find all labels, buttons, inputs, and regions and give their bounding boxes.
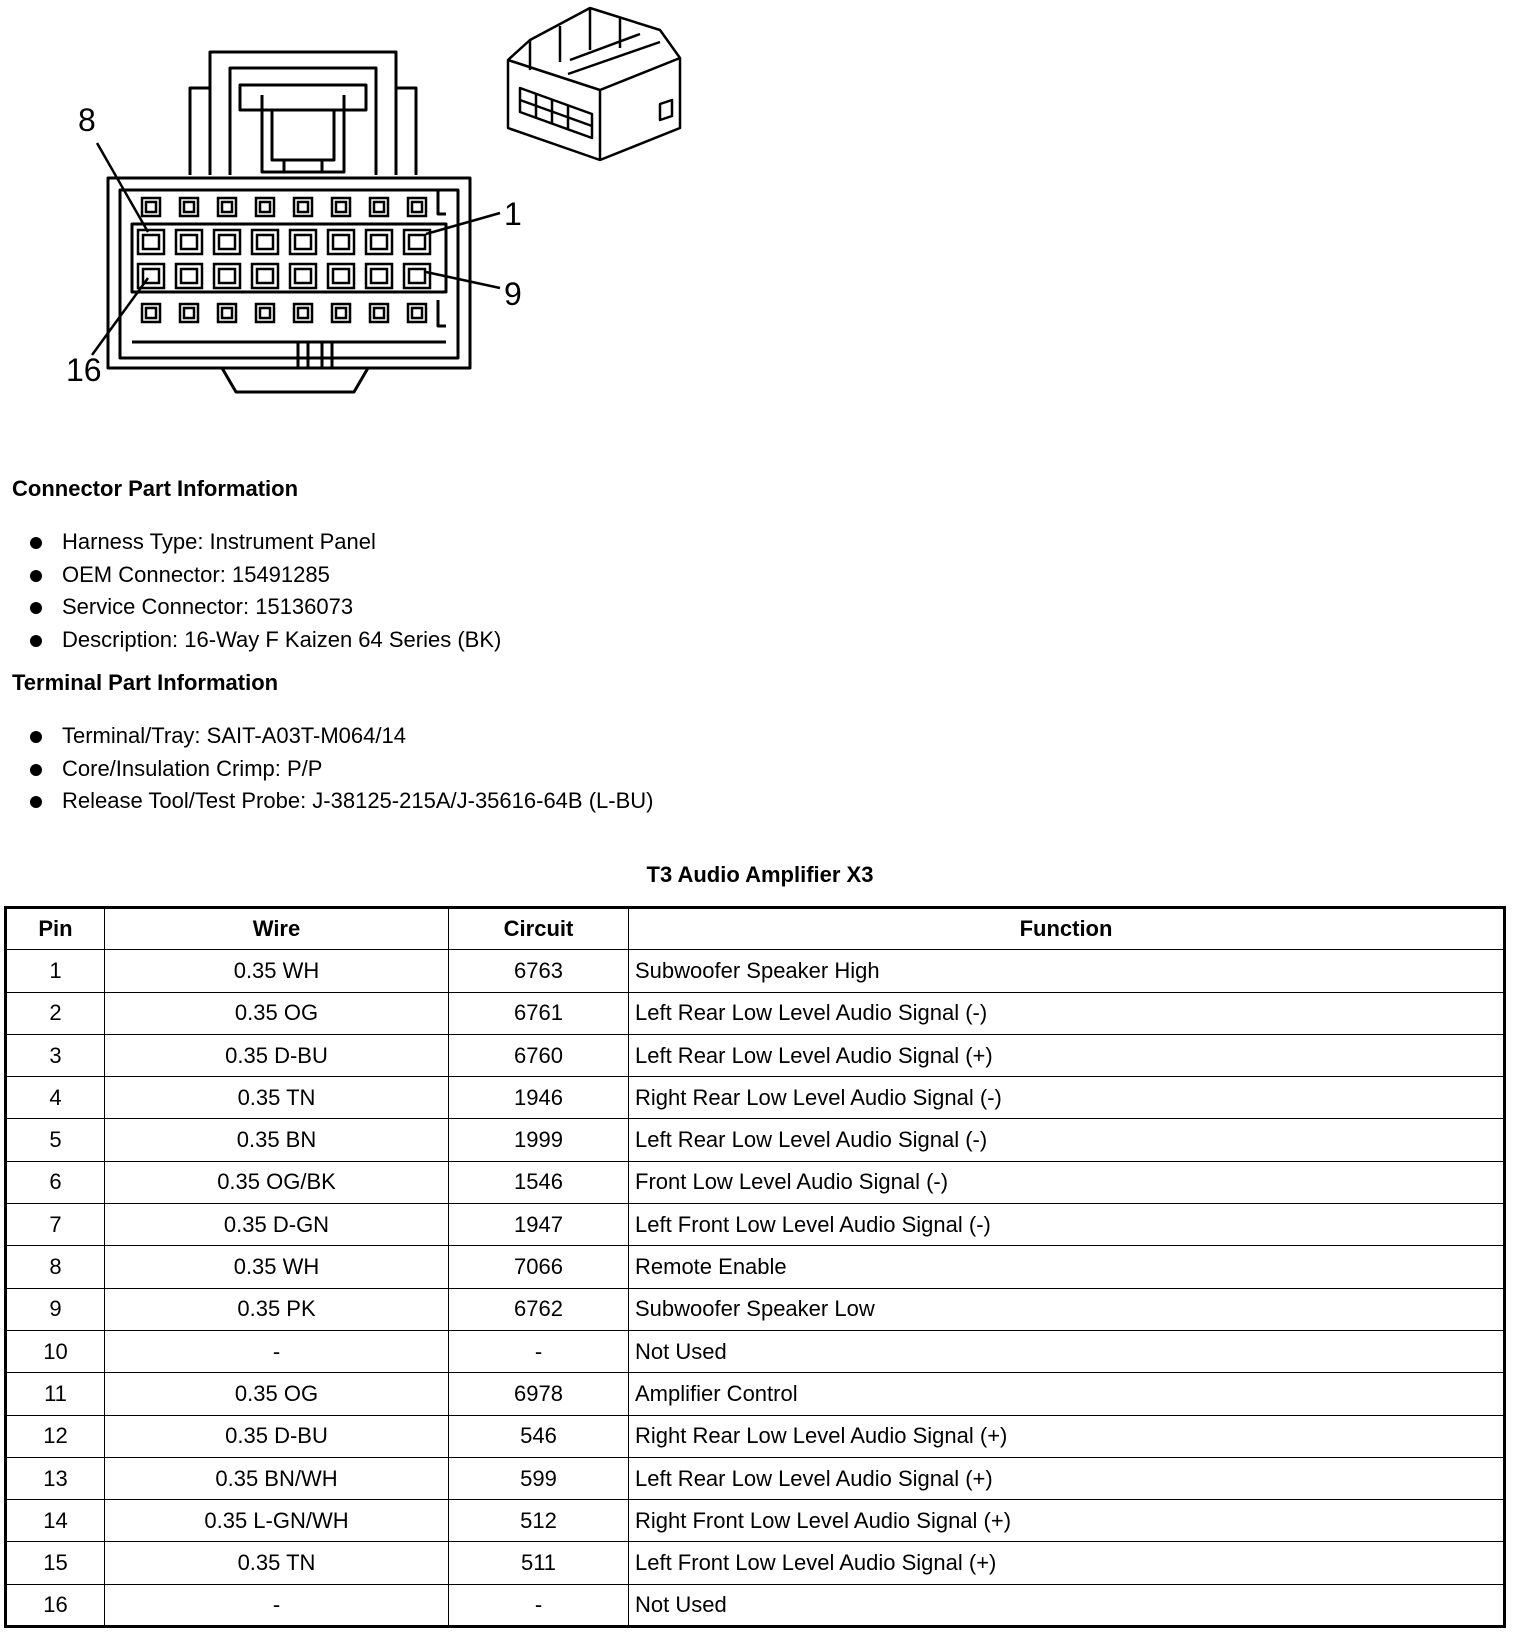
wire-cell: 0.35 L-GN/WH [105, 1500, 449, 1542]
pin-cavity-inner [219, 235, 235, 249]
pin-cavity-inner [143, 235, 159, 249]
small-cavity [256, 304, 274, 322]
small-cavity-inner [260, 202, 270, 212]
circuit-cell: 6760 [449, 1034, 629, 1076]
column-header-pin: Pin [6, 908, 105, 950]
small-cavity-inner [222, 202, 232, 212]
pin-cavity-inner [181, 235, 197, 249]
table-row [6, 1161, 1505, 1203]
pin-cell: 12 [6, 1415, 105, 1457]
pin-cell: 13 [6, 1457, 105, 1499]
function-cell: Subwoofer Speaker Low [629, 1288, 1505, 1330]
pin-cell: 4 [6, 1077, 105, 1119]
pin-8-label: 8 [78, 102, 96, 138]
table-row [6, 1119, 1505, 1161]
column-header-circuit: Circuit [449, 908, 629, 950]
table-row [6, 1330, 1505, 1372]
small-cavity [180, 304, 198, 322]
wire-cell: - [105, 1330, 449, 1372]
table-row [6, 1077, 1505, 1119]
wire-cell: 0.35 D-BU [105, 1415, 449, 1457]
circuit-cell: 6762 [449, 1288, 629, 1330]
table-row [6, 1204, 1505, 1246]
circuit-cell: 512 [449, 1500, 629, 1542]
pin-1-label: 1 [504, 196, 522, 232]
circuit-cell: 1999 [449, 1119, 629, 1161]
small-cavity-inner [184, 308, 194, 318]
small-cavity [294, 198, 312, 216]
table-row [6, 1373, 1505, 1415]
pin-cavity-inner [409, 269, 425, 283]
terminal-part-heading: Terminal Part Information [12, 670, 279, 695]
pin-cavity-inner [257, 235, 273, 249]
small-cavity [142, 304, 160, 322]
pin-cavity-inner [295, 235, 311, 249]
circuit-cell: - [449, 1330, 629, 1372]
table-header-row [6, 908, 1505, 950]
wire-cell: 0.35 TN [105, 1077, 449, 1119]
list-item: OEM Connector: 15491285 [30, 559, 501, 592]
function-cell: Left Rear Low Level Audio Signal (-) [629, 1119, 1505, 1161]
wire-cell: - [105, 1584, 449, 1626]
pin-cell: 16 [6, 1584, 105, 1626]
circuit-cell: 6761 [449, 992, 629, 1034]
pin-cell: 5 [6, 1119, 105, 1161]
function-cell: Left Rear Low Level Audio Signal (-) [629, 992, 1505, 1034]
circuit-cell: 7066 [449, 1246, 629, 1288]
connector-diagram [0, 0, 720, 420]
connector-part-list [30, 526, 501, 656]
pin-cell: 8 [6, 1246, 105, 1288]
wire-cell: 0.35 D-BU [105, 1034, 449, 1076]
function-cell: Not Used [629, 1584, 1505, 1626]
circuit-cell: - [449, 1584, 629, 1626]
table-row [6, 992, 1505, 1034]
list-item: Service Connector: 15136073 [30, 591, 501, 624]
small-cavity [370, 198, 388, 216]
circuit-cell: 511 [449, 1542, 629, 1584]
pinout-table [4, 906, 1506, 1628]
circuit-cell: 546 [449, 1415, 629, 1457]
small-cavity-inner [146, 308, 156, 318]
terminal-part-list [30, 720, 653, 818]
pin-cell: 6 [6, 1161, 105, 1203]
list-item: Description: 16-Way F Kaizen 64 Series (BK) [30, 624, 501, 657]
table-row [6, 1500, 1505, 1542]
wire-cell: 0.35 D-GN [105, 1204, 449, 1246]
table-row [6, 1542, 1505, 1584]
circuit-cell: 1546 [449, 1161, 629, 1203]
circuit-cell: 1947 [449, 1204, 629, 1246]
pin-cell: 15 [6, 1542, 105, 1584]
wire-cell: 0.35 TN [105, 1542, 449, 1584]
function-cell: Front Low Level Audio Signal (-) [629, 1161, 1505, 1203]
list-item: Core/Insulation Crimp: P/P [30, 753, 653, 786]
small-cavity [218, 198, 236, 216]
wire-cell: 0.35 WH [105, 1246, 449, 1288]
function-cell: Left Front Low Level Audio Signal (-) [629, 1204, 1505, 1246]
pin-cavity-inner [409, 235, 425, 249]
small-cavity-inner [146, 202, 156, 212]
pin-cell: 9 [6, 1288, 105, 1330]
wire-cell: 0.35 PK [105, 1288, 449, 1330]
small-cavity-inner [374, 308, 384, 318]
function-cell: Left Rear Low Level Audio Signal (+) [629, 1034, 1505, 1076]
small-cavity [142, 198, 160, 216]
pin-cell: 7 [6, 1204, 105, 1246]
small-cavity-inner [298, 308, 308, 318]
pin-16-label: 16 [66, 352, 102, 388]
table-row [6, 1246, 1505, 1288]
pin-cell: 10 [6, 1330, 105, 1372]
small-cavity [218, 304, 236, 322]
table-row [6, 950, 1505, 992]
pin-cavity-inner [181, 269, 197, 283]
wire-cell: 0.35 OG/BK [105, 1161, 449, 1203]
wire-cell: 0.35 BN/WH [105, 1457, 449, 1499]
function-cell: Remote Enable [629, 1246, 1505, 1288]
wire-cell: 0.35 OG [105, 1373, 449, 1415]
small-cavity-inner [412, 202, 422, 212]
small-cavity-inner [222, 308, 232, 318]
function-cell: Right Rear Low Level Audio Signal (-) [629, 1077, 1505, 1119]
pin-cavity-inner [295, 269, 311, 283]
table-title: T3 Audio Amplifier X3 [646, 862, 874, 887]
function-cell: Left Front Low Level Audio Signal (+) [629, 1542, 1505, 1584]
pin-cavity-inner [333, 235, 349, 249]
circuit-cell: 6763 [449, 950, 629, 992]
wire-cell: 0.35 OG [105, 992, 449, 1034]
pin-cell: 2 [6, 992, 105, 1034]
small-cavity-inner [298, 202, 308, 212]
pin-cell: 3 [6, 1034, 105, 1076]
function-cell: Right Front Low Level Audio Signal (+) [629, 1500, 1505, 1542]
pin-cell: 11 [6, 1373, 105, 1415]
circuit-cell: 1946 [449, 1077, 629, 1119]
connector-part-heading: Connector Part Information [12, 476, 299, 501]
column-header-function: Function [629, 908, 1505, 950]
circuit-cell: 6978 [449, 1373, 629, 1415]
list-item: Terminal/Tray: SAIT-A03T-M064/14 [30, 720, 653, 753]
pin-cell: 1 [6, 950, 105, 992]
small-cavity-inner [336, 202, 346, 212]
list-item: Release Tool/Test Probe: J-38125-215A/J-35616-64B (L-BU) [30, 785, 653, 818]
pin-cavity-inner [371, 235, 387, 249]
list-item: Harness Type: Instrument Panel [30, 526, 501, 559]
table-row [6, 1288, 1505, 1330]
wire-cell: 0.35 WH [105, 950, 449, 992]
function-cell: Left Rear Low Level Audio Signal (+) [629, 1457, 1505, 1499]
wire-cell: 0.35 BN [105, 1119, 449, 1161]
function-cell: Right Rear Low Level Audio Signal (+) [629, 1415, 1505, 1457]
circuit-cell: 599 [449, 1457, 629, 1499]
pin-9-label: 9 [504, 276, 522, 312]
small-cavity-inner [412, 308, 422, 318]
small-cavity [332, 198, 350, 216]
function-cell: Not Used [629, 1330, 1505, 1372]
small-cavity [332, 304, 350, 322]
small-cavity [180, 198, 198, 216]
small-cavity [408, 304, 426, 322]
small-cavity-inner [184, 202, 194, 212]
small-cavity [294, 304, 312, 322]
pin-cavity-inner [371, 269, 387, 283]
table-row [6, 1415, 1505, 1457]
small-cavity [408, 198, 426, 216]
pin-cavity-inner [257, 269, 273, 283]
small-cavity-inner [336, 308, 346, 318]
pin-cavity-inner [219, 269, 235, 283]
small-cavity [370, 304, 388, 322]
column-header-wire: Wire [105, 908, 449, 950]
table-row [6, 1034, 1505, 1076]
function-cell: Subwoofer Speaker High [629, 950, 1505, 992]
table-row [6, 1584, 1505, 1626]
table-row [6, 1457, 1505, 1499]
small-cavity-inner [260, 308, 270, 318]
function-cell: Amplifier Control [629, 1373, 1505, 1415]
small-cavity [256, 198, 274, 216]
small-cavity-inner [374, 202, 384, 212]
pin-cavity-inner [333, 269, 349, 283]
pin-cell: 14 [6, 1500, 105, 1542]
